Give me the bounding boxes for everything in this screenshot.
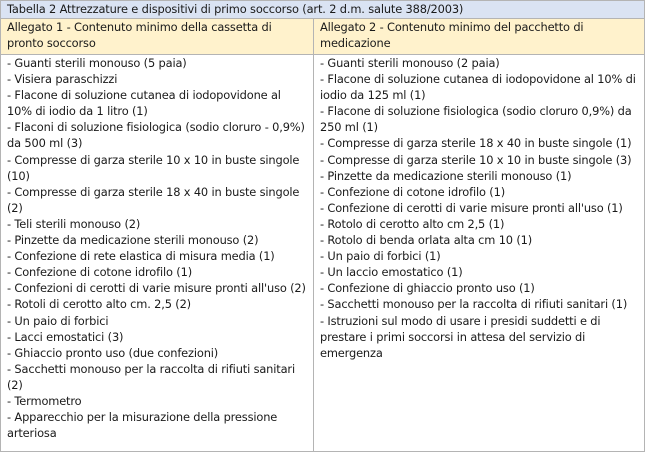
list-item: - Rotoli di cerotto alto cm. 2,5 (2) xyxy=(7,297,191,312)
list-item: - Compresse di garza sterile 18 x 40 in buste singole (1) xyxy=(320,136,632,151)
list-item: - Pinzette da medicazione sterili monouso (2) xyxy=(7,233,259,248)
list-item: - Rotolo di cerotto alto cm 2,5 (1) xyxy=(320,216,505,231)
allegato-1-contents xyxy=(1,55,314,452)
list-item: - Guanti sterili monouso (2 paia) xyxy=(320,56,500,70)
list-item: - Rotolo di benda orlata alta cm 10 (1) xyxy=(320,233,533,248)
allegato-1-item-list xyxy=(7,55,309,441)
list-item: - Confezioni di cerotti di varie misure pronti all'uso (2) xyxy=(7,281,306,296)
list-item: - Sacchetti monouso per la raccolta di rifiuti sanitari (2) xyxy=(7,361,295,392)
column-body-row xyxy=(1,55,645,452)
list-item: - Apparecchio per la misurazione della pressione arteriosa xyxy=(7,410,278,441)
list-item: - Confezione di cerotti di varie misure pronti all'uso (1) xyxy=(320,200,623,215)
list-item: - Compresse di garza sterile 10 x 10 in buste singole (10) xyxy=(7,152,300,183)
list-item: - Flacone di soluzione fisiologica (sodio cloruro 0,9%) da 250 ml (1) xyxy=(320,104,632,135)
list-item: - Teli sterili monouso (2) xyxy=(7,216,141,231)
list-item: - Compresse di garza sterile 10 x 10 in buste singole (3) xyxy=(320,152,632,167)
list-item: - Lacci emostatici (3) xyxy=(7,329,124,344)
list-item: - Flacone di soluzione cutanea di iodopovidone al 10% di iodio da 1 litro (1) xyxy=(7,88,281,119)
list-item: - Un paio di forbici xyxy=(7,313,109,328)
column-header-allegato-2: Allegato 2 - Contenuto minimo del pacchetto di medicazione xyxy=(314,19,645,55)
list-item: - Confezione di cotone idrofilo (1) xyxy=(7,265,192,280)
list-item: - Sacchetti monouso per la raccolta di rifiuti sanitari (1) xyxy=(320,297,628,312)
list-item: - Un paio di forbici (1) xyxy=(320,249,441,264)
list-item: - Visiera paraschizzi xyxy=(7,72,118,87)
list-item: - Flacone di soluzione cutanea di iodopovidone al 10% di iodio da 125 ml (1) xyxy=(320,72,636,103)
column-header-row xyxy=(1,19,645,55)
list-item: - Termometro xyxy=(7,393,82,408)
list-item: - Confezione di rete elastica di misura media (1) xyxy=(7,249,275,264)
list-item: - Confezione di ghiaccio pronto uso (1) xyxy=(320,281,535,296)
allegato-2-contents xyxy=(314,55,645,452)
column-header-allegato-1: Allegato 1 - Contenuto minimo della cassetta di pronto soccorso xyxy=(1,19,314,55)
allegato-2-item-list xyxy=(320,55,640,361)
list-item: - Compresse di garza sterile 18 x 40 in buste singole (2) xyxy=(7,184,300,215)
list-item: - Confezione di cotone idrofilo (1) xyxy=(320,184,505,199)
list-item: - Pinzette da medicazione sterili monouso (1) xyxy=(320,168,572,183)
list-item: - Flaconi di soluzione fisiologica (sodio cloruro - 0,9%) da 500 ml (3) xyxy=(7,120,305,151)
table-title-row xyxy=(1,1,645,19)
list-item: - Istruzioni sul modo di usare i presidi suddetti e di prestare i primi soccorsi in attesa del servizio di emergenza xyxy=(320,313,601,360)
list-item: - Un laccio emostatico (1) xyxy=(320,265,463,280)
list-item: - Ghiaccio pronto uso (due confezioni) xyxy=(7,345,219,360)
table-title: Tabella 2 Attrezzature e dispositivi di primo soccorso (art. 2 d.m. salute 388/2003) xyxy=(1,1,645,19)
list-item: - Guanti sterili monouso (5 paia) xyxy=(7,56,187,70)
